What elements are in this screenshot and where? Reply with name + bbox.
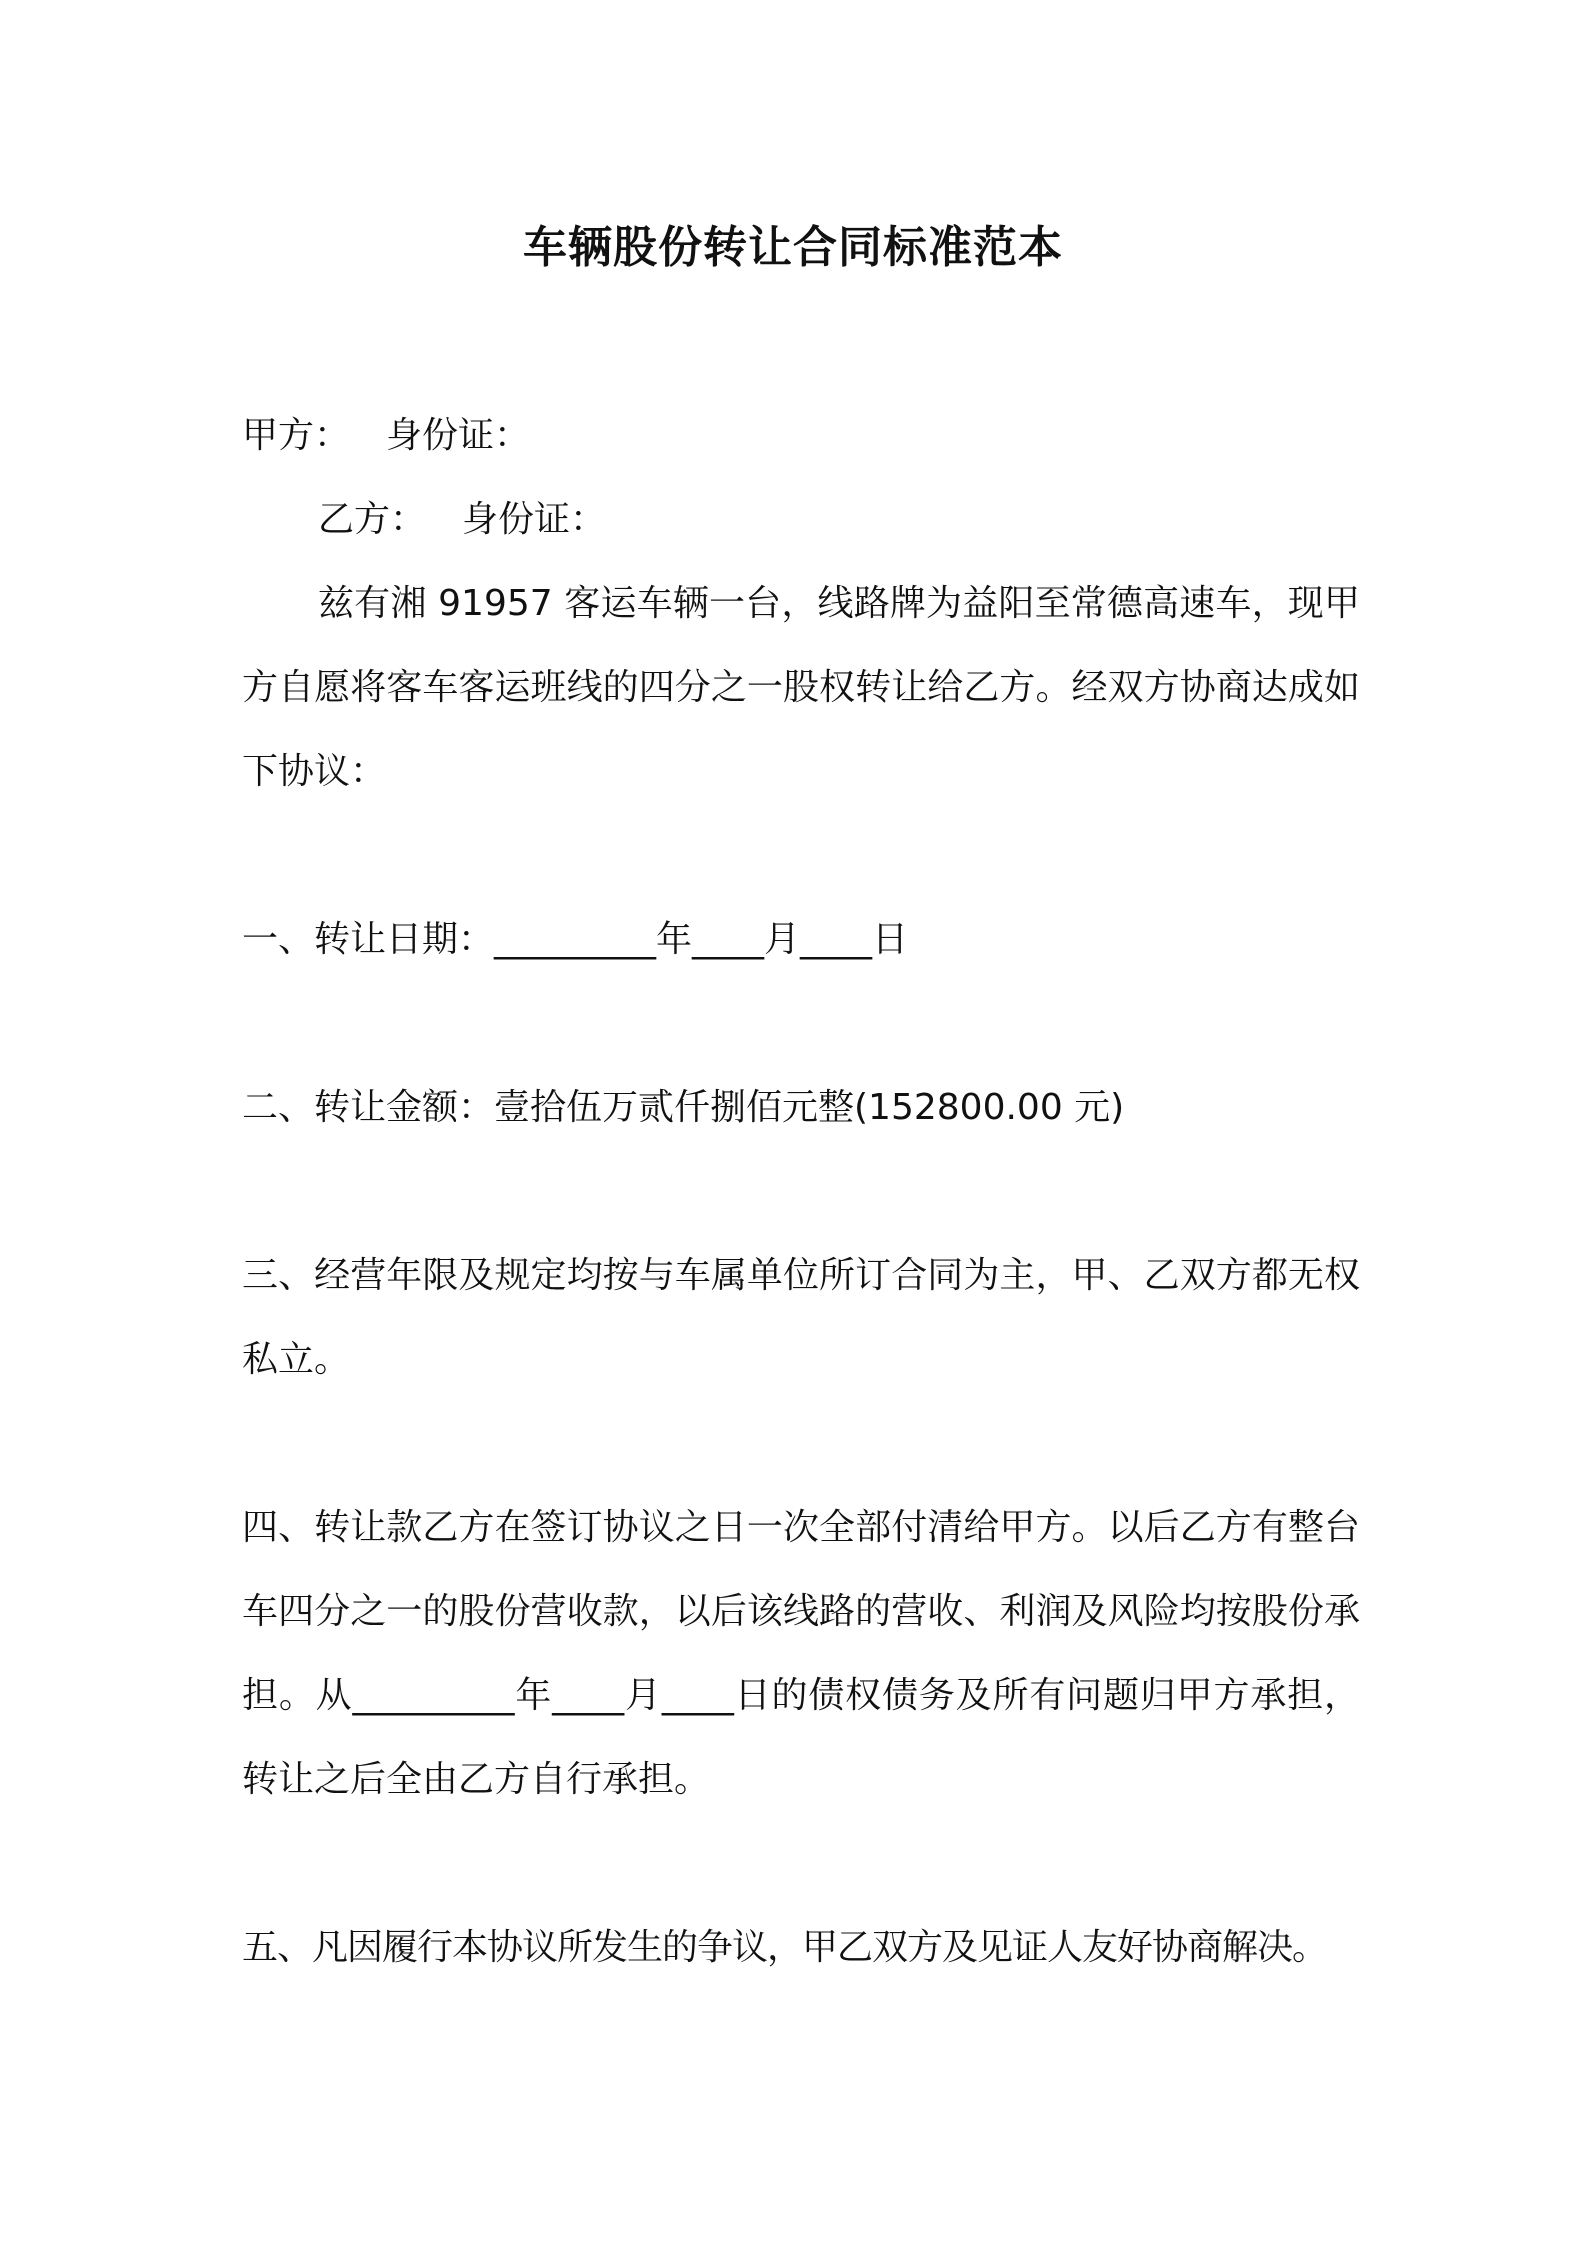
party-a-line	[242, 394, 1362, 478]
party-b-label: 乙方：	[318, 499, 427, 540]
party-a-label: 甲方：	[242, 415, 351, 456]
party-b-line	[318, 478, 1438, 562]
clause-4: 四、转让款乙方在签订协议之日一次全部付清给甲方。以后乙方有整台车四分之一的股份营收款，以后该线路的营收、利润及风险均按股份承担。从_________年____月____日的债权债务及所有问题归甲方承担，转让之后全由乙方自行承担。	[242, 1507, 1360, 1800]
clause-1: 一、转让日期：_________年____月____日	[242, 919, 909, 960]
party-a-id-label: 身份证：	[386, 415, 531, 456]
clause-5: 五、凡因履行本协议所发生的争议，甲乙双方及见证人友好协商解决。	[242, 1927, 1328, 1968]
document-title: 车辆股份转让合同标准范本	[523, 222, 1063, 273]
clause-3: 三、经营年限及规定均按与车属单位所订合同为主，甲、乙双方都无权私立。	[242, 1255, 1360, 1380]
party-b-id-label: 身份证：	[462, 499, 607, 540]
clause-2: 二、转让金额：壹拾伍万贰仟捌佰元整(152800.00 元)	[242, 1087, 1125, 1128]
intro-paragraph: 兹有湘 91957 客运车辆一台，线路牌为益阳至常德高速车，现甲方自愿将客车客运班线的四分之一股权转让给乙方。经双方协商达成如下协议：	[242, 583, 1360, 792]
